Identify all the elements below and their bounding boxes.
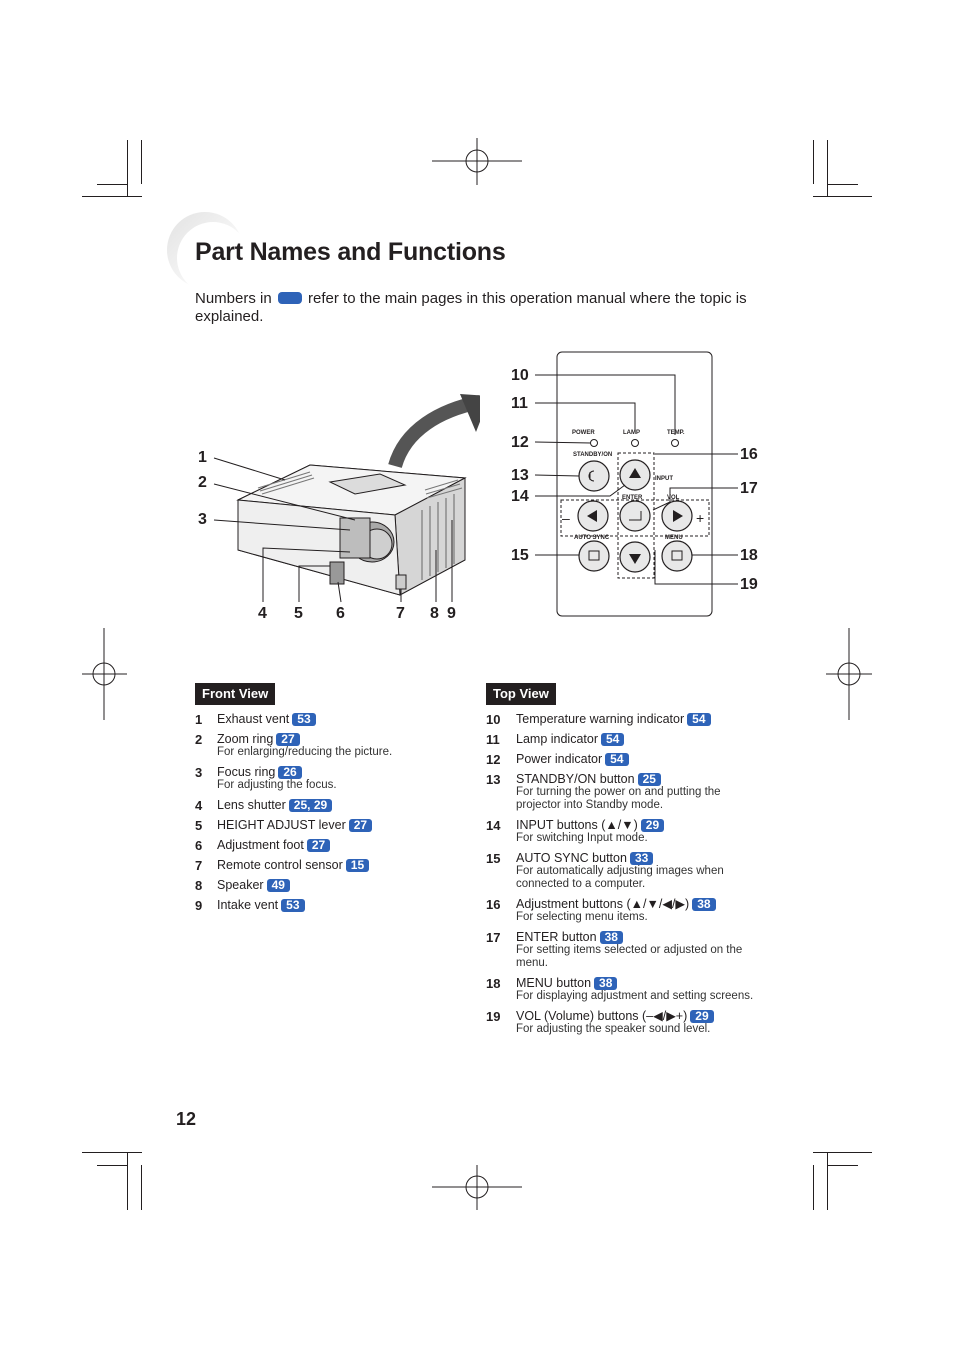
page-title: Part Names and Functions	[195, 238, 506, 266]
item-number: 6	[195, 838, 203, 853]
lamp-indicator	[632, 440, 639, 447]
list-item	[486, 712, 756, 726]
item-label: Lens shutter	[217, 798, 286, 812]
item-description: For adjusting the speaker sound level.	[516, 1023, 711, 1035]
callout-5: 5	[294, 605, 303, 622]
list-item	[486, 1009, 756, 1036]
enter-label: ENTER	[622, 495, 643, 501]
item-label: INPUT buttons (▲/▼)	[516, 818, 638, 832]
temp-indicator	[672, 440, 679, 447]
item-number: 18	[486, 976, 501, 991]
callout-7: 7	[396, 605, 405, 622]
power-label: POWER	[572, 430, 595, 436]
item-number: 12	[486, 752, 501, 767]
page-reference-badge[interactable]: 26	[278, 766, 301, 779]
top-view-heading: Top View	[486, 683, 556, 705]
item-number: 19	[486, 1009, 501, 1024]
callout-1: 1	[198, 449, 207, 466]
item-label: MENU button	[516, 976, 592, 990]
page-reference-badge[interactable]: 15	[346, 859, 369, 872]
list-item	[486, 897, 756, 924]
callout-15: 15	[511, 547, 529, 564]
item-label: Intake vent	[217, 898, 279, 912]
front-view-heading: Front View	[195, 683, 275, 705]
item-label: ENTER button	[516, 930, 597, 944]
page-reference-badge[interactable]: 54	[605, 753, 628, 766]
top-view-list	[486, 712, 756, 1036]
page-reference-badge[interactable]: 54	[601, 733, 624, 746]
item-label: HEIGHT ADJUST lever	[217, 818, 346, 832]
list-item	[195, 898, 455, 912]
callout-10: 10	[511, 367, 529, 384]
item-description: For selecting menu items.	[516, 911, 648, 923]
item-label: Focus ring	[217, 765, 276, 779]
callout-11: 11	[511, 395, 528, 412]
item-number: 9	[195, 898, 203, 913]
item-label: Remote control sensor	[217, 858, 343, 872]
callout-2: 2	[198, 474, 207, 491]
list-item	[195, 798, 455, 812]
auto-sync-button	[579, 541, 609, 571]
item-number: 7	[195, 858, 203, 873]
item-description: For adjusting the focus.	[217, 779, 337, 791]
item-description: For automatically adjusting images when connected to a computer.	[516, 865, 724, 890]
item-number: 14	[486, 818, 501, 833]
standby-button	[579, 461, 609, 491]
list-item	[486, 851, 756, 891]
callout-9: 9	[447, 605, 456, 622]
list-item	[486, 818, 756, 845]
page-reference-badge[interactable]: 38	[600, 931, 623, 944]
list-item	[195, 818, 455, 832]
page-reference-badge[interactable]: 25	[638, 773, 661, 786]
item-number: 10	[486, 712, 501, 727]
callout-17: 17	[740, 480, 758, 497]
list-item	[486, 732, 756, 746]
page-reference-badge[interactable]: 33	[630, 852, 653, 865]
item-label: Speaker	[217, 878, 264, 892]
input-label: INPUT	[655, 476, 673, 482]
page-reference-badge[interactable]: 53	[292, 713, 315, 726]
list-item	[195, 878, 455, 892]
intro-text: Numbers in refer to the main pages in this operation manual where the topic is explained.	[195, 290, 747, 325]
lamp-label: LAMP	[623, 430, 640, 436]
item-number: 16	[486, 897, 501, 912]
item-description: For enlarging/reducing the picture.	[217, 746, 393, 758]
item-number: 1	[195, 712, 203, 727]
standby-label: STANDBY/ON	[573, 452, 613, 458]
page-reference-badge[interactable]: 38	[594, 977, 617, 990]
menu-button	[662, 541, 692, 571]
callout-16: 16	[740, 446, 758, 463]
item-label: Adjustment foot	[217, 838, 304, 852]
auto-sync-label: AUTO SYNC	[574, 535, 610, 541]
item-description: For turning the power on and putting the projector into Standby mode.	[516, 786, 721, 811]
list-item	[195, 858, 455, 872]
page-reference-badge[interactable]: 27	[307, 839, 330, 852]
callout-19: 19	[740, 576, 758, 593]
item-number: 2	[195, 732, 203, 747]
item-label: Zoom ring	[217, 732, 274, 746]
page-reference-badge[interactable]: 25, 29	[289, 799, 332, 812]
page-reference-badge[interactable]: 54	[687, 713, 710, 726]
page-reference-badge[interactable]: 27	[276, 733, 299, 746]
item-number: 17	[486, 930, 501, 945]
page-number: 12	[176, 1109, 197, 1129]
item-number: 3	[195, 765, 203, 780]
enter-button	[620, 501, 650, 531]
item-label: Temperature warning indicator	[516, 712, 685, 726]
callout-6: 6	[336, 605, 345, 622]
page-reference-badge[interactable]: 49	[267, 879, 290, 892]
list-item	[486, 976, 756, 1003]
list-item	[195, 712, 455, 726]
callout-14: 14	[511, 488, 529, 505]
callout-3: 3	[198, 511, 207, 528]
list-item	[486, 772, 756, 812]
item-number: 5	[195, 818, 203, 833]
callout-18: 18	[740, 547, 758, 564]
item-description: For displaying adjustment and setting screens.	[516, 990, 754, 1002]
rotate-arrow-icon	[395, 402, 480, 466]
item-description: For switching Input mode.	[516, 832, 648, 844]
front-view-list	[195, 712, 455, 912]
control-panel-illustration	[505, 350, 775, 620]
item-label: STANDBY/ON button	[516, 772, 635, 786]
page-reference-badge[interactable]: 38	[692, 898, 715, 911]
page-reference-badge[interactable]: 29	[690, 1010, 713, 1023]
page-reference-marker-icon	[278, 292, 302, 304]
callout-4: 4	[258, 605, 267, 622]
item-number: 13	[486, 772, 501, 787]
vol-plus-label: +	[696, 510, 705, 526]
list-item	[486, 752, 756, 766]
item-label: AUTO SYNC button	[516, 851, 627, 865]
page-reference-badge[interactable]: 29	[641, 819, 664, 832]
item-label: Lamp indicator	[516, 732, 598, 746]
item-label: Adjustment buttons (▲/▼/◀/▶)	[516, 897, 690, 911]
item-label: Exhaust vent	[217, 712, 290, 726]
item-number: 15	[486, 851, 501, 866]
callout-13: 13	[511, 467, 529, 484]
list-item	[195, 838, 455, 852]
menu-label: MENU	[665, 535, 683, 541]
list-item	[195, 732, 455, 759]
item-label: VOL (Volume) buttons (–◀/▶+)	[516, 1009, 688, 1023]
item-label: Power indicator	[516, 752, 603, 766]
item-number: 8	[195, 878, 203, 893]
item-description: For setting items selected or adjusted on the menu.	[516, 944, 743, 969]
power-indicator	[591, 440, 598, 447]
vol-minus-label: –	[562, 510, 570, 526]
item-number: 11	[486, 732, 500, 747]
callout-12: 12	[511, 434, 529, 451]
callout-8: 8	[430, 605, 439, 622]
vol-label: VOL	[667, 495, 680, 501]
page-reference-badge[interactable]: 27	[349, 819, 372, 832]
item-number: 4	[195, 798, 203, 813]
projector-front-illustration	[190, 390, 480, 630]
list-item	[486, 930, 756, 970]
page-reference-badge[interactable]: 53	[281, 899, 304, 912]
temp-label: TEMP.	[667, 430, 685, 436]
list-item	[195, 765, 455, 792]
